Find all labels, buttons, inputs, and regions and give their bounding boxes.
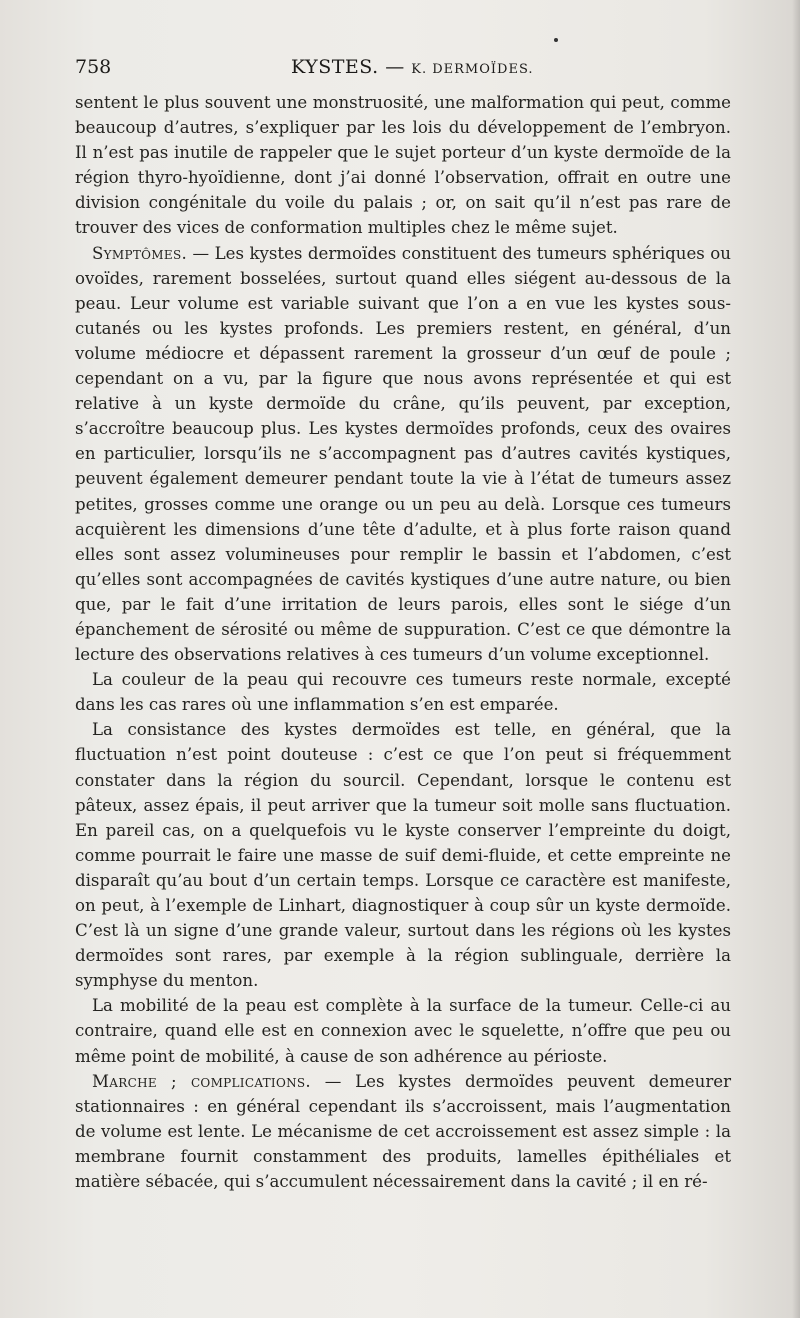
ink-speck [554,38,558,42]
paragraph-text: La couleur de la peau qui recouvre ces tumeurs reste normale, excepté dans les cas rares où une inflammation s’en est emparée. [75,670,731,715]
paragraph-marche [75,1069,731,1194]
paragraph-symptomes [75,241,731,668]
section-lead-marche: Marche ; complications. [92,1071,312,1091]
running-title-sub: K. DERMOÏDES. [411,62,534,77]
paragraph-consistance [75,717,731,993]
paragraph-text: La consistance des kystes dermoïdes est telle, en général, que la fluctuation n’est point douteuse : c’est ce que l’on peut si fréquemment constater dans la région du sourcil. Cependant, lorsque le contenu est pâteux, assez épais, il peut arriver que la tumeur soit molle sans fluctuation. En pareil cas, on a quelquefois vu le kyste conserver l’empreinte du doigt, comme pourrait le faire une masse de suif demi-fluide, et cette empreinte ne disparaît qu’au bout d’un certain temps. Lorsque ce caractère est manifeste, on peut, à l’exemple de Linhart, diagnostiquer à coup sûr un kyste dermoïde. C’est là un signe d’une grande valeur, surtout dans les régions où les kystes dermoïdes sont rares, par exemple à la région sublinguale, derrière la symphyse du menton. [75,720,731,991]
paragraph-text: — Les kystes dermoïdes constituent des tumeurs sphériques ou ovoïdes, rarement bosselées, surtout quand elles siégent au-dessous de la peau. Leur volume est variable suivant que l’on a en vue les kystes sous-cutanés ou les kystes profonds. Les premiers restent, en général, d’un volume médiocre et dépassent rarement la grosseur d’un œuf de poule ; cependant on a vu, par la figure que nous avons représentée et qui est relative à un kyste dermoïde du crâne, qu’ils peuvent, par exception, s’accroître beaucoup plus. Les kystes dermoïdes profonds, ceux des ovaires en particulier, lorsqu’ils ne s’accompagnent pas d’autres cavités kystiques, peuvent également demeurer pendant toute la vie à l’état de tumeurs assez petites, grosses comme une orange ou un peu au delà. Lorsque ces tumeurs acquièrent les dimensions d’une tête d’adulte, et à plus forte raison quand elles sont assez volumineuses pour remplir le bassin et l’abdomen, c’est qu’elles sont accompagnées de cavités kystiques d’une autre nature, ou bien que, par le fait d’une irritation de leurs parois, elles sont le siége d’un épanchement de sérosité ou même de suppuration. C’est ce que démontre la lecture des observations relatives à ces tumeurs d’un volume exceptionnel. [75,243,731,665]
body-text [75,90,731,1194]
running-title-main: KYSTES. — [291,56,412,78]
running-header [75,56,731,86]
paragraph-text: La mobilité de la peau est complète à la surface de la tumeur. Celle-ci au contraire, quand elle est en connexion avec le squelette, n’offre que peu ou même point de mobilité, à cause de son adhérence au périoste. [75,996,731,1066]
page-number: 758 [75,56,112,78]
paragraph-couleur [75,667,731,717]
section-lead-symptomes: Symptômes. [92,243,188,263]
paragraph-text: — Les kystes dermoïdes peuvent demeurer stationnaires : en général cependant ils s’accroissent, mais l’augmentation de volume est lente. Le mécanisme de cet accroissement est assez simple : la membrane fournit constamment des produits, lamelles épithéliales et matière sébacée, qui s’accumulent nécessairement dans la cavité ; il en ré- [75,1071,731,1192]
running-title [291,56,534,78]
paragraph-text: sentent le plus souvent une monstruosité, une malformation qui peut, comme beaucoup d’autres, s’expliquer par les lois du développement de l’embryon. Il n’est pas inutile de rappeler que le sujet porteur d’un kyste dermoïde de la région thyro-hyoïdienne, dont j’ai donné l’observation, offrait en outre une division congénitale du voile du palais ; or, on sait qu’il n’est pas rare de trouver des vices de conformation multiples chez le même sujet. [75,93,731,238]
page-edge-shadow [792,0,800,1318]
paragraph-mobilite [75,993,731,1068]
paragraph-continuation [75,90,731,241]
